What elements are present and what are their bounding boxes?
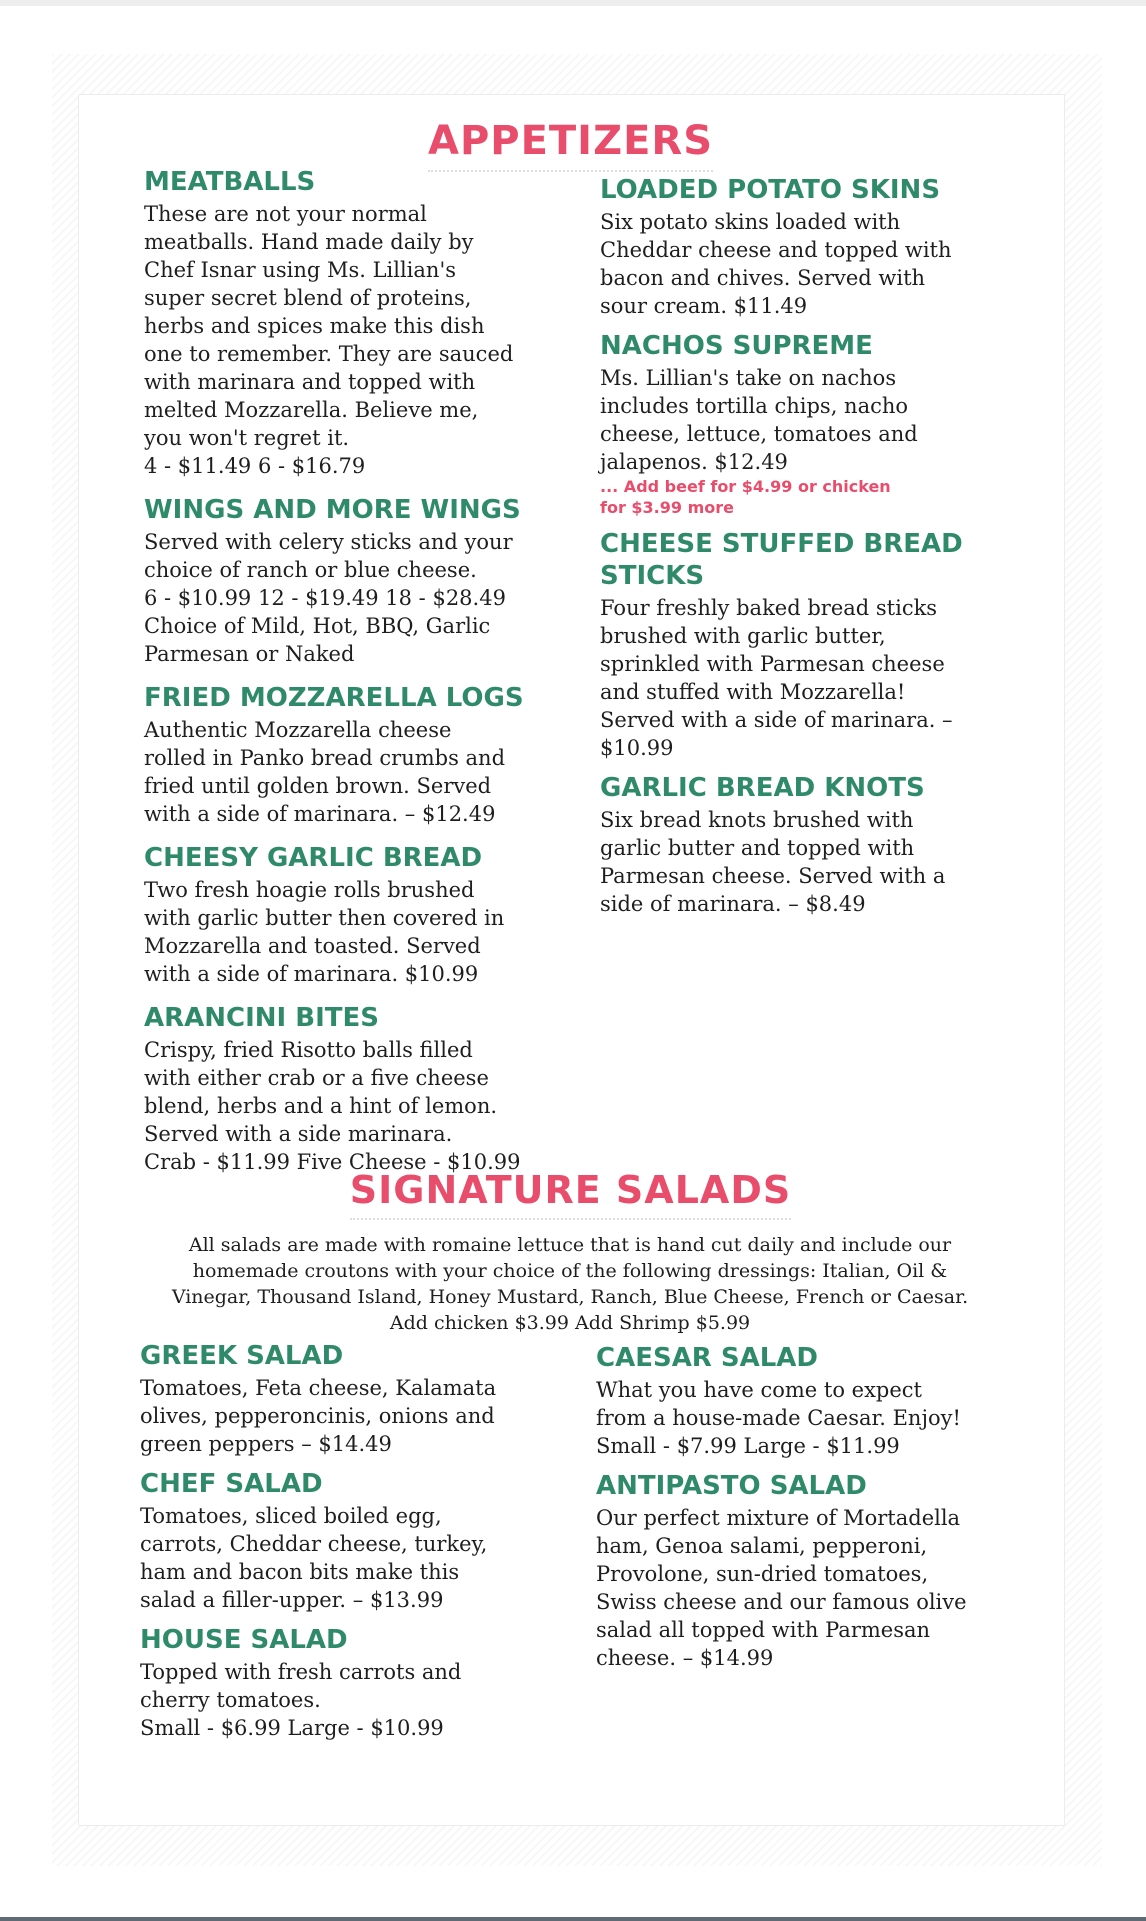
menu-item-greek-salad <box>140 1340 560 1458</box>
item-description: Topped with fresh carrots and cherry tomatoes. Small - $6.99 Large - $10.99 <box>140 1660 462 1740</box>
item-title: ANTIPASTO SALAD <box>596 1471 867 1501</box>
scan-edge-bottom <box>0 1917 1146 1921</box>
salads-heading: SIGNATURE SALADS <box>78 1168 1063 1220</box>
scan-edge-top <box>0 0 1146 6</box>
menu-item-caesar-salad <box>596 1342 1026 1460</box>
item-description: Six potato skins loaded with Cheddar cheese and topped with bacon and chives. Served with sour cream. $11.49 <box>600 210 952 318</box>
menu-item-cheese-stuffed-bread-sticks <box>600 528 1020 762</box>
appetizers-left-column <box>144 166 564 1176</box>
appetizers-right-column <box>600 174 1020 918</box>
item-title: WINGS AND MORE WINGS <box>144 495 521 525</box>
item-title: GREEK SALAD <box>140 1341 344 1371</box>
salads-right-column <box>596 1342 1026 1672</box>
item-title: CHEF SALAD <box>140 1469 323 1499</box>
item-description: Tomatoes, Feta cheese, Kalamata olives, pepperoncinis, onions and green peppers – $14.49 <box>140 1376 497 1456</box>
item-title: ARANCINI BITES <box>144 1003 379 1033</box>
item-title: CAESAR SALAD <box>596 1343 819 1373</box>
item-description: These are not your normal meatballs. Hand made daily by Chef Isnar using Ms. Lillian's super secret blend of proteins, herbs and spices make this dish one to remember. They are sauced with marinara and topped with melted Mozzarella. Believe me, you won't regret it. 4 - $11.49 6 - $16.79 <box>144 202 514 478</box>
menu-item-mozzarella-logs <box>144 682 564 828</box>
item-title: LOADED POTATO SKINS <box>600 175 941 205</box>
menu-item-arancini-bites <box>144 1002 564 1176</box>
item-title: NACHOS SUPREME <box>600 331 873 361</box>
menu-item-chef-salad <box>140 1468 560 1614</box>
item-description: Tomatoes, sliced boiled egg, carrots, Cheddar cheese, turkey, ham and bacon bits make this salad a filler-upper. – $13.99 <box>140 1504 488 1612</box>
item-description: Four freshly baked bread sticks brushed with garlic butter, sprinkled with Parmesan cheese and stuffed with Mozzarella! Served with a side of marinara. – $10.99 <box>600 596 953 760</box>
menu-item-loaded-potato-skins <box>600 174 1020 320</box>
item-description: Our perfect mixture of Mortadella ham, Genoa salami, pepperoni, Provolone, sun-dried tomatoes, Swiss cheese and our famous olive salad all topped with Parmesan cheese. – $14.99 <box>596 1506 967 1670</box>
menu-item-antipasto-salad <box>596 1470 1026 1672</box>
menu-item-house-salad <box>140 1624 560 1742</box>
item-title: HOUSE SALAD <box>140 1625 348 1655</box>
appetizers-heading: APPETIZERS <box>78 118 1063 172</box>
item-description: Authentic Mozzarella cheese rolled in Panko bread crumbs and fried until golden brown. Served with a side of marinara. – $12.49 <box>144 718 506 826</box>
item-description: Ms. Lillian's take on nachos includes tortilla chips, nacho cheese, lettuce, tomatoes and jalapenos. $12.49 <box>600 366 918 474</box>
menu-item-meatballs <box>144 166 564 480</box>
item-title: CHEESE STUFFED BREAD STICKS <box>600 529 963 591</box>
item-description: Two fresh hoagie rolls brushed with garlic butter then covered in Mozzarella and toasted. Served with a side of marinara. $10.99 <box>144 878 505 986</box>
salads-intro: All salads are made with romaine lettuce that is hand cut daily and include our homemade croutons with your choice of the following dressings: Italian, Oil & Vinegar, Thousand Island, Honey Mustard, Ranch, Blue Cheese, French or Caesar. Add chicken $3.99 Add Shrimp $5.99 <box>171 1234 969 1334</box>
item-description: Served with celery sticks and your choice of ranch or blue cheese. 6 - $10.99 12 - $19.49 18 - $28.49 Choice of Mild, Hot, BBQ, Garlic Parmesan or Naked <box>144 530 513 666</box>
item-description: What you have come to expect from a house-made Caesar. Enjoy! Small - $7.99 Large - $11.99 <box>596 1378 961 1458</box>
item-title: CHEESY GARLIC BREAD <box>144 843 483 873</box>
item-title: GARLIC BREAD KNOTS <box>600 773 925 803</box>
salads-left-column <box>140 1340 560 1742</box>
item-title: FRIED MOZZARELLA LOGS <box>144 683 524 713</box>
menu-item-wings <box>144 494 564 668</box>
menu-item-nachos-supreme <box>600 330 1020 518</box>
item-description: Crispy, fried Risotto balls filled with either crab or a five cheese blend, herbs and a hint of lemon. Served with a side marinara. Crab - $11.99 Five Cheese - $10.99 <box>144 1038 521 1174</box>
item-title: MEATBALLS <box>144 167 316 197</box>
item-description: Six bread knots brushed with garlic butter and topped with Parmesan cheese. Served with a side of marinara. – $8.49 <box>600 808 946 916</box>
menu-item-cheesy-garlic-bread <box>144 842 564 988</box>
item-addon-note: ... Add beef for $4.99 or chicken for $3.99 more <box>600 477 891 517</box>
menu-item-garlic-bread-knots <box>600 772 1020 918</box>
